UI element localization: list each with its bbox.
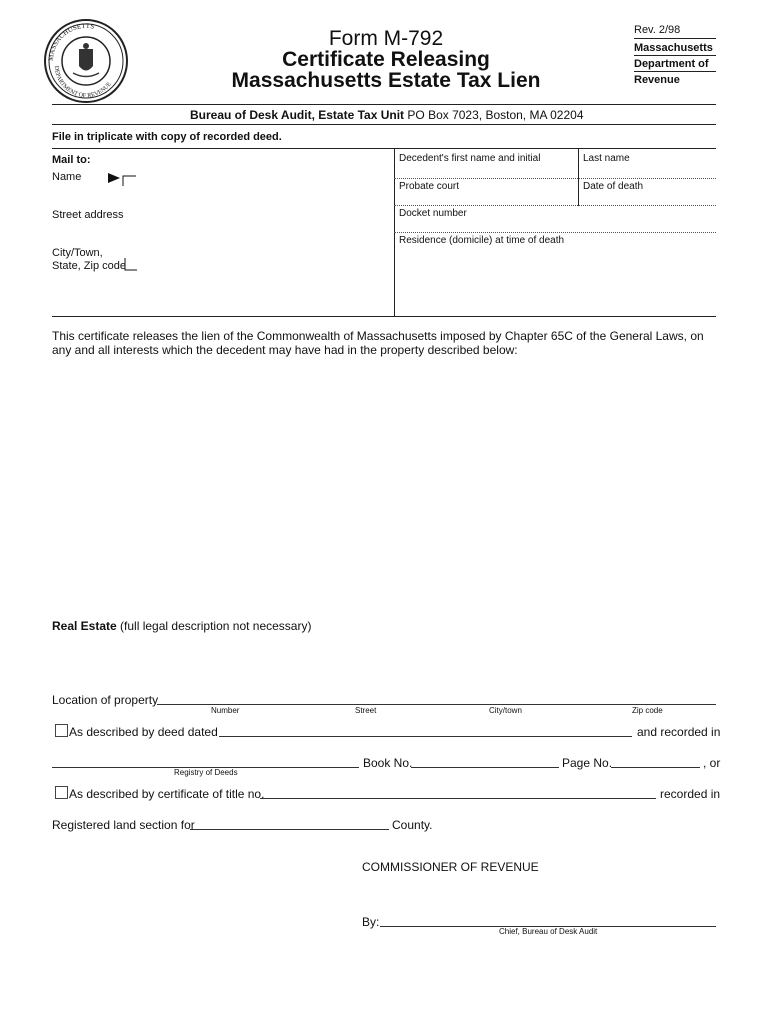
date-of-death-label: Date of death bbox=[583, 181, 644, 192]
zip-sub-label: Zip code bbox=[632, 706, 663, 715]
city-label-2: State, Zip code bbox=[52, 260, 126, 272]
revision-label: Rev. 2/98 bbox=[634, 24, 681, 36]
deed-label: As described by deed dated bbox=[69, 725, 218, 739]
page-field[interactable] bbox=[611, 767, 700, 768]
svg-text:DEPARTMENT OF REVENUE: DEPARTMENT OF REVENUE bbox=[52, 65, 113, 100]
deed-checkbox[interactable] bbox=[55, 724, 68, 737]
location-field[interactable] bbox=[157, 704, 716, 705]
certificate-text: This certificate releases the lien of the Commonwealth of Massachusetts imposed by Chapter 65C of the General Laws, on any and all interests which the decedent may have had in the property described below: bbox=[52, 329, 704, 357]
bureau-name: Bureau of Desk Audit, Estate Tax Unit bbox=[190, 108, 405, 122]
number-label: Number bbox=[211, 706, 240, 715]
location-label: Location of property bbox=[52, 693, 159, 707]
arrow-right-icon bbox=[108, 173, 138, 187]
corner-mark-icon bbox=[124, 258, 138, 272]
decedent-first-name-label: Decedent's first name and initial bbox=[399, 153, 541, 164]
instructions: File in triplicate with copy of recorded deed. bbox=[52, 131, 282, 143]
registry-label: Registry of Deeds bbox=[174, 768, 238, 777]
real-estate-title: Real Estate bbox=[52, 619, 117, 633]
form-number: Form M-792 bbox=[328, 27, 444, 50]
svg-text:MASSACHUSETTS: MASSACHUSETTS bbox=[46, 21, 95, 62]
form-title-line1: Certificate Releasing bbox=[282, 48, 490, 71]
name-label: Name bbox=[52, 171, 82, 183]
dept-line3: Revenue bbox=[634, 74, 680, 86]
mail-to-heading: Mail to: bbox=[52, 154, 91, 166]
real-estate-heading bbox=[52, 619, 311, 633]
land-section-field[interactable] bbox=[190, 829, 389, 830]
book-label: Book No. bbox=[363, 756, 413, 770]
massachusetts-seal-icon bbox=[43, 18, 129, 104]
real-estate-note: (full legal description not necessary) bbox=[120, 619, 312, 633]
by-label: By: bbox=[362, 915, 380, 929]
city-sub-label: City/town bbox=[489, 706, 522, 715]
deed-date-field[interactable] bbox=[219, 736, 632, 737]
bureau-address: PO Box 7023, Boston, MA 02204 bbox=[407, 108, 584, 122]
dept-line2: Department of bbox=[634, 58, 709, 70]
street-label: Street address bbox=[52, 209, 124, 221]
docket-number-label: Docket number bbox=[399, 208, 467, 219]
form-title-line2: Massachusetts Estate Tax Lien bbox=[231, 69, 541, 92]
recorded-in-label: and recorded in bbox=[637, 725, 721, 739]
county-label: County. bbox=[392, 818, 433, 832]
city-label-1: City/Town, bbox=[52, 247, 103, 259]
street-sub-label: Street bbox=[355, 706, 377, 715]
commissioner-label: COMMISSIONER OF REVENUE bbox=[362, 860, 539, 874]
book-field[interactable] bbox=[411, 767, 559, 768]
page-label: Page No. bbox=[562, 756, 613, 770]
title-label: As described by certificate of title no. bbox=[69, 787, 265, 801]
dept-line1: Massachusetts bbox=[634, 42, 713, 54]
recorded-in-2-label: recorded in bbox=[660, 787, 721, 801]
last-name-label: Last name bbox=[583, 153, 630, 164]
land-section-label: Registered land section for bbox=[52, 818, 195, 832]
title-number-field[interactable] bbox=[260, 798, 656, 799]
chief-label: Chief, Bureau of Desk Audit bbox=[499, 927, 598, 936]
or-label: , or bbox=[703, 756, 721, 770]
residence-label: Residence (domicile) at time of death bbox=[399, 235, 565, 246]
bureau-line bbox=[190, 108, 584, 122]
title-checkbox[interactable] bbox=[55, 786, 68, 799]
probate-court-label: Probate court bbox=[399, 181, 460, 192]
